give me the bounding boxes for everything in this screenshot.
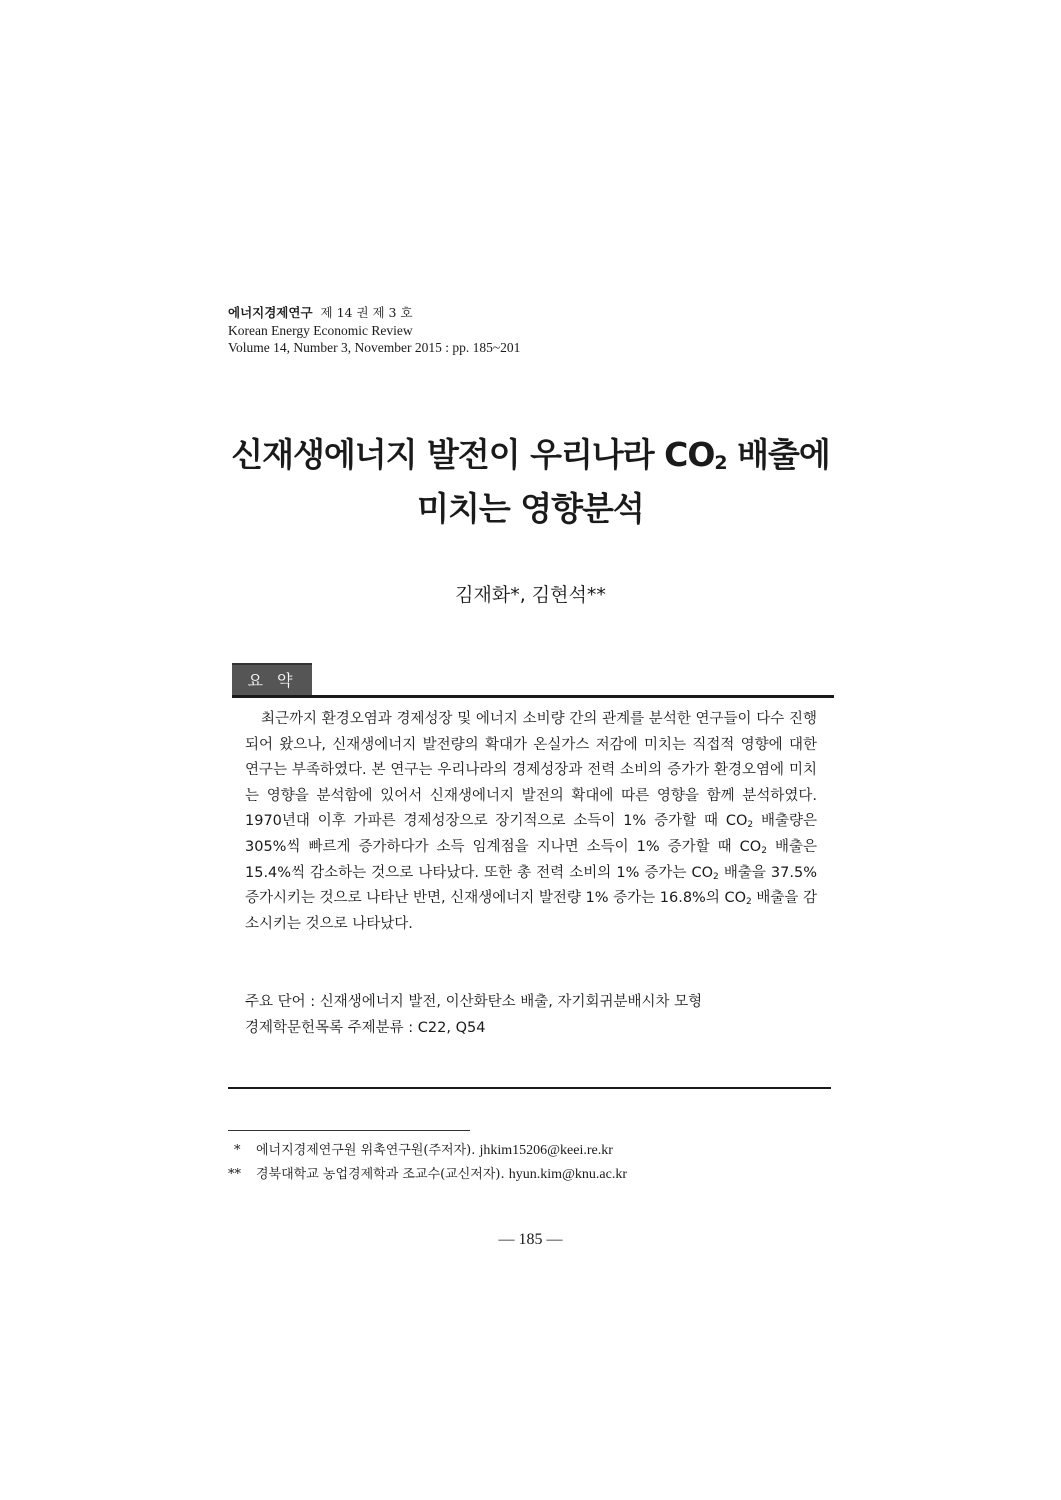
title-subscript: 2 — [714, 452, 727, 474]
footnote-2-email: hyun.kim@knu.ac.kr — [508, 1167, 627, 1182]
keywords-jel: 경제학문헌목록 주제분류 : C22, Q54 — [245, 1020, 486, 1036]
footnote-2 — [228, 1163, 627, 1187]
co2-subscript: 2 — [746, 897, 752, 908]
footnote-2-text: 경북대학교 농업경제학과 조교수(교신저자). — [256, 1167, 509, 1182]
title-line-1 — [0, 428, 1061, 482]
co2-subscript: 2 — [761, 845, 767, 856]
abstract-end-rule — [228, 1087, 831, 1089]
footnote-1-mark: * — [234, 1143, 241, 1158]
abstract-heading: 요약 — [232, 665, 312, 697]
co2-subscript: 2 — [747, 820, 754, 831]
journal-volume-kr: 제 14 권 제 3 호 — [320, 305, 413, 320]
footnote-1 — [228, 1139, 627, 1163]
paper-title — [0, 428, 1061, 536]
abstract-text — [245, 707, 817, 937]
journal-line-kr — [228, 304, 520, 322]
abstract-part-1: 최근까지 환경오염과 경제성장 및 에너지 소비량 간의 관계를 분석한 연구들이 다수 진행되어 왔으나, 신재생에너지 발전량의 확대가 온실가스 저감에 미치는 직접적 영향에 대한 연구는 부족하였다. 본 연구는 우리나라의 경제성장과 전력 소비의 증가가 환경오염에 미치는 영향을 분석함에 있어서 신재생에너지 발전의 확대에 따른 영향을 함께 분석하였다. 1970년대 이후 가파른 경제성장으로 장기적으로 소득이 1% 증가할 때 CO — [245, 711, 817, 830]
journal-citation: Volume 14, Number 3, November 2015 : pp. 185~201 — [228, 340, 521, 355]
abstract-part-5: 배출을 감소시키는 것으로 나타났다. — [245, 890, 818, 932]
abstract-part-4: 배출을 37.5% 증가시키는 것으로 나타난 반면, 신재생에너지 발전량 1% 증가는 16.8%의 CO — [245, 864, 817, 907]
authors: 김재화*, 김현석** — [455, 584, 606, 606]
page-number: — 185 — — [498, 1231, 563, 1248]
abstract-rule — [232, 695, 834, 698]
footnote-rule — [228, 1130, 470, 1131]
footnote-1-email: jhkim15206@keei.re.kr — [479, 1143, 613, 1158]
title-line-1-before: 신재생에너지 발전이 우리나라 CO — [231, 435, 715, 474]
abstract-part-3: 배출은 15.4%씩 감소하는 것으로 나타났다. 또한 총 전력 소비의 1% 증가는 CO — [245, 838, 817, 881]
abstract-part-2: 배출량은 305%씩 빠르게 증가하다가 소득 임계점을 지나면 소득이 1% 증가할 때 CO — [245, 813, 817, 855]
footnotes — [228, 1139, 627, 1187]
footnote-1-text: 에너지경제연구원 위촉연구원(주저자). — [256, 1143, 480, 1158]
journal-name-kr: 에너지경제연구 — [228, 305, 313, 320]
keywords — [245, 989, 702, 1041]
journal-name-en: Korean Energy Economic Review — [228, 323, 413, 338]
footnote-2-mark: ** — [228, 1167, 241, 1182]
title-line-1-after: 배출에 — [726, 435, 830, 474]
title-line-2: 미치는 영향분석 — [417, 489, 644, 528]
journal-header — [228, 304, 520, 356]
keywords-main: 주요 단어 : 신재생에너지 발전, 이산화탄소 배출, 자기회귀분배시차 모형 — [245, 994, 703, 1010]
co2-subscript: 2 — [713, 871, 719, 882]
